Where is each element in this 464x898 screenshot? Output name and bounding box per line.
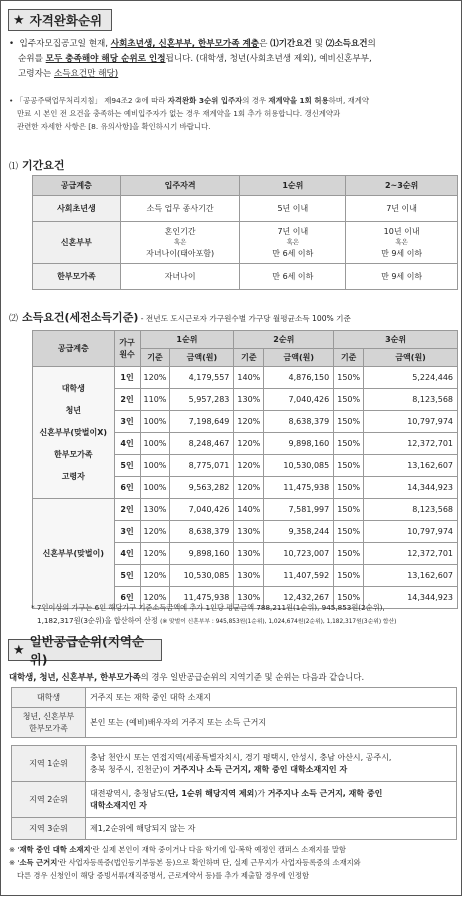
amount-cell: 9,358,244 xyxy=(264,521,334,543)
group-label: 청년 xyxy=(65,405,82,415)
standard-cell: 120% xyxy=(234,433,264,455)
amount-cell: 8,775,071 xyxy=(170,455,234,477)
amount-cell: 9,898,160 xyxy=(264,433,334,455)
table-row: 한부모가족 자녀나이 만 6세 이하 만 9세 이하 xyxy=(33,264,458,290)
income-table xyxy=(32,330,458,609)
income-group2-rows xyxy=(33,499,458,609)
renewal-note: • 「공공주택업무처리지침」 제94조2 ②에 따라 자격완화 3순위 입주자의 경우 재계약을 1회 허용하며, 재계약 만료 시 본인 전 요건을 충족하는 예비입주자가 없는 경우 재계약을 1회 추가 허용합니다. 갱신계약과 관련한 자세한 사항은 [8. 유의사항]을 확인하시기 바랍니다. xyxy=(9,96,370,131)
table-subheader-row: 기준 금액(원) 기준 금액(원) 기준 금액(원) xyxy=(33,349,458,367)
standard-cell: 140% xyxy=(234,367,264,389)
region-table-bottom xyxy=(11,745,457,840)
standard-cell: 150% xyxy=(334,587,364,609)
standard-cell: 130% xyxy=(234,565,264,587)
section-title: 일반공급순위(지역순위) xyxy=(29,634,145,667)
income-group1-rows xyxy=(33,367,458,499)
standard-cell: 150% xyxy=(334,565,364,587)
intro-paragraph: • 입주자모집공고일 현재, 사회초년생, 신혼부부, 한부모가족 계층은 ⑴기간요건 및 ⑵소득요건의 순위를 모두 충족해야 해당 순위로 인정됩니다. (대학생, 청년(사회초년생 제외), 예비신혼부부, 고령자는 소득요건만 해당) xyxy=(9,39,376,79)
amount-cell: 10,530,085 xyxy=(264,455,334,477)
group-label: 신혼부부(맞벌이X) xyxy=(39,427,108,437)
table-row xyxy=(33,367,458,389)
bullet: • xyxy=(9,39,15,49)
standard-cell: 120% xyxy=(140,521,170,543)
household-size-cell: 4인 xyxy=(114,543,140,565)
amount-cell: 5,224,446 xyxy=(364,367,458,389)
amount-cell: 12,432,267 xyxy=(264,587,334,609)
income-footnote: * 7인이상의 가구는 6인 해당가구 기준소득금액에 추가 1인당 평균금액 788,211원(1순위), 945,853원(2순위), 1,182,317원(3순위)을 합산하여 산정 (※ 맞벌이 신혼부부 : 945,853원(1순위), 1,024,674원(2순위), 1,182,317원(3순위) 합산) xyxy=(31,603,397,625)
household-size-cell: 3인 xyxy=(114,521,140,543)
table-row: 지역 3순위 제1,2순위에 해당되지 않는 자 xyxy=(12,818,457,840)
amount-cell: 11,475,938 xyxy=(264,477,334,499)
household-size-cell: 4인 xyxy=(114,433,140,455)
group-label: 대학생 xyxy=(61,383,85,393)
standard-cell: 120% xyxy=(140,543,170,565)
amount-cell: 14,344,923 xyxy=(364,587,458,609)
standard-cell: 150% xyxy=(334,455,364,477)
general-intro: 대학생, 청년, 신혼부부, 한부모가족의 경우 일반공급순위의 지역기준 및 순위는 다음과 같습니다. xyxy=(9,672,365,682)
standard-cell: 120% xyxy=(234,455,264,477)
household-size-cell: 6인 xyxy=(114,587,140,609)
period-table xyxy=(32,175,458,290)
standard-cell: 120% xyxy=(140,587,170,609)
amount-cell: 7,040,426 xyxy=(170,499,234,521)
standard-cell: 130% xyxy=(234,543,264,565)
standard-cell: 100% xyxy=(140,455,170,477)
standard-cell: 100% xyxy=(140,477,170,499)
amount-cell: 7,198,649 xyxy=(170,411,234,433)
table-row: 지역 1순위 충남 천안시 또는 연접지역(세종특별자치시, 경기 평택시, 안성시, 충남 아산시, 공주시, 충북 청주시, 진천군)이 거주지나 소득 근거지, 재학 중인 대학소재지인 자 xyxy=(12,746,457,782)
amount-cell: 8,248,467 xyxy=(170,433,234,455)
group-label: 한부모가족 xyxy=(53,449,93,459)
star-icon: ★ xyxy=(13,12,25,28)
household-size-cell: 2인 xyxy=(114,499,140,521)
standard-cell: 150% xyxy=(334,477,364,499)
amount-cell: 11,475,938 xyxy=(170,587,234,609)
table-row: 청년, 신혼부부 한부모가족 본인 또는 (예비)배우자의 거주지 또는 소득 근거지 xyxy=(12,708,457,738)
table-row: 사회초년생 소득 업무 종사기간 5년 이내 7년 이내 xyxy=(33,196,458,222)
household-size-cell: 6인 xyxy=(114,477,140,499)
standard-cell: 130% xyxy=(140,499,170,521)
standard-cell: 150% xyxy=(334,367,364,389)
standard-cell: 130% xyxy=(234,587,264,609)
table-row xyxy=(33,499,458,521)
group-label: 고령자 xyxy=(61,471,85,481)
table-row: 지역 2순위 대전광역시, 충청남도(단, 1순위 해당지역 제외)가 거주지나 소득 근거지, 재학 중인 대학소재지인 자 xyxy=(12,782,457,818)
section-header-relaxed-rank xyxy=(8,9,112,31)
standard-cell: 150% xyxy=(334,389,364,411)
amount-cell: 13,162,607 xyxy=(364,565,458,587)
section-title: 자격완화순위 xyxy=(29,13,103,28)
standard-cell: 150% xyxy=(334,433,364,455)
standard-cell: 120% xyxy=(234,411,264,433)
standard-cell: 150% xyxy=(334,411,364,433)
standard-cell: 130% xyxy=(234,521,264,543)
amount-cell: 5,957,283 xyxy=(170,389,234,411)
amount-cell: 4,876,150 xyxy=(264,367,334,389)
standard-cell: 130% xyxy=(234,389,264,411)
table-header-row: 공급계층 입주자격 1순위 2~3순위 xyxy=(33,176,458,196)
section-header-general-rank xyxy=(8,634,162,667)
table-row: 신혼부부 혼인기간 혹은 자녀나이(태아포함) 7년 이내 혹은 만 6세 이하 10년 이내 혹은 만 9세 이하 xyxy=(33,222,458,264)
amount-cell: 4,179,557 xyxy=(170,367,234,389)
amount-cell: 7,581,997 xyxy=(264,499,334,521)
standard-cell: 120% xyxy=(140,367,170,389)
standard-cell: 120% xyxy=(234,477,264,499)
standard-cell: 100% xyxy=(140,433,170,455)
amount-cell: 12,372,701 xyxy=(364,433,458,455)
standard-cell: 150% xyxy=(334,543,364,565)
amount-cell: 10,797,974 xyxy=(364,411,458,433)
income-heading: ⑵ 소득요건(세전소득기준) - 전년도 도시근로자 가구원수별 가구당 월평균소득 100% 기준 xyxy=(9,311,351,324)
amount-cell: 14,344,923 xyxy=(364,477,458,499)
amount-cell: 10,530,085 xyxy=(170,565,234,587)
group-cell: 신혼부부(맞벌이) xyxy=(33,499,115,609)
region-table-top xyxy=(11,687,457,738)
amount-cell: 8,638,379 xyxy=(264,411,334,433)
amount-cell: 11,407,592 xyxy=(264,565,334,587)
table-header-row: 공급계층 가구 원수 1순위 2순위 3순위 xyxy=(33,331,458,349)
standard-cell: 150% xyxy=(334,521,364,543)
period-heading: ⑴ 기간요건 xyxy=(9,159,65,172)
amount-cell: 10,797,974 xyxy=(364,521,458,543)
amount-cell: 13,162,607 xyxy=(364,455,458,477)
amount-cell: 7,040,426 xyxy=(264,389,334,411)
amount-cell: 8,123,568 xyxy=(364,389,458,411)
general-footnotes: ※ '재학 중인 대학 소재지'란 실제 본인이 재학 중이거나 다음 학기에 입·복학 예정인 캠퍼스 소재지를 말함 ※ '소득 근거지'란 사업자등록증(법인등기부등본 등)으로 확인하며 단, 실제 근무지가 사업자등록증의 소재지와 다른 경우 신청인이 해당 증빙서류(재직증명서, 근로계약서 등)를 추가 제출할 경우에 인정함 xyxy=(9,845,361,880)
table-row: 대학생 거주지 또는 재학 중인 대학 소재지 xyxy=(12,688,457,708)
standard-cell: 120% xyxy=(140,565,170,587)
amount-cell: 9,898,160 xyxy=(170,543,234,565)
household-size-cell: 3인 xyxy=(114,411,140,433)
amount-cell: 10,723,007 xyxy=(264,543,334,565)
standard-cell: 140% xyxy=(234,499,264,521)
star-icon: ★ xyxy=(13,642,25,658)
household-size-cell: 5인 xyxy=(114,455,140,477)
standard-cell: 110% xyxy=(140,389,170,411)
amount-cell: 12,372,701 xyxy=(364,543,458,565)
amount-cell: 8,638,379 xyxy=(170,521,234,543)
household-size-cell: 2인 xyxy=(114,389,140,411)
group-cell xyxy=(33,367,115,499)
amount-cell: 8,123,568 xyxy=(364,499,458,521)
amount-cell: 9,563,282 xyxy=(170,477,234,499)
standard-cell: 100% xyxy=(140,411,170,433)
household-size-cell: 5인 xyxy=(114,565,140,587)
standard-cell: 150% xyxy=(334,499,364,521)
household-size-cell: 1인 xyxy=(114,367,140,389)
